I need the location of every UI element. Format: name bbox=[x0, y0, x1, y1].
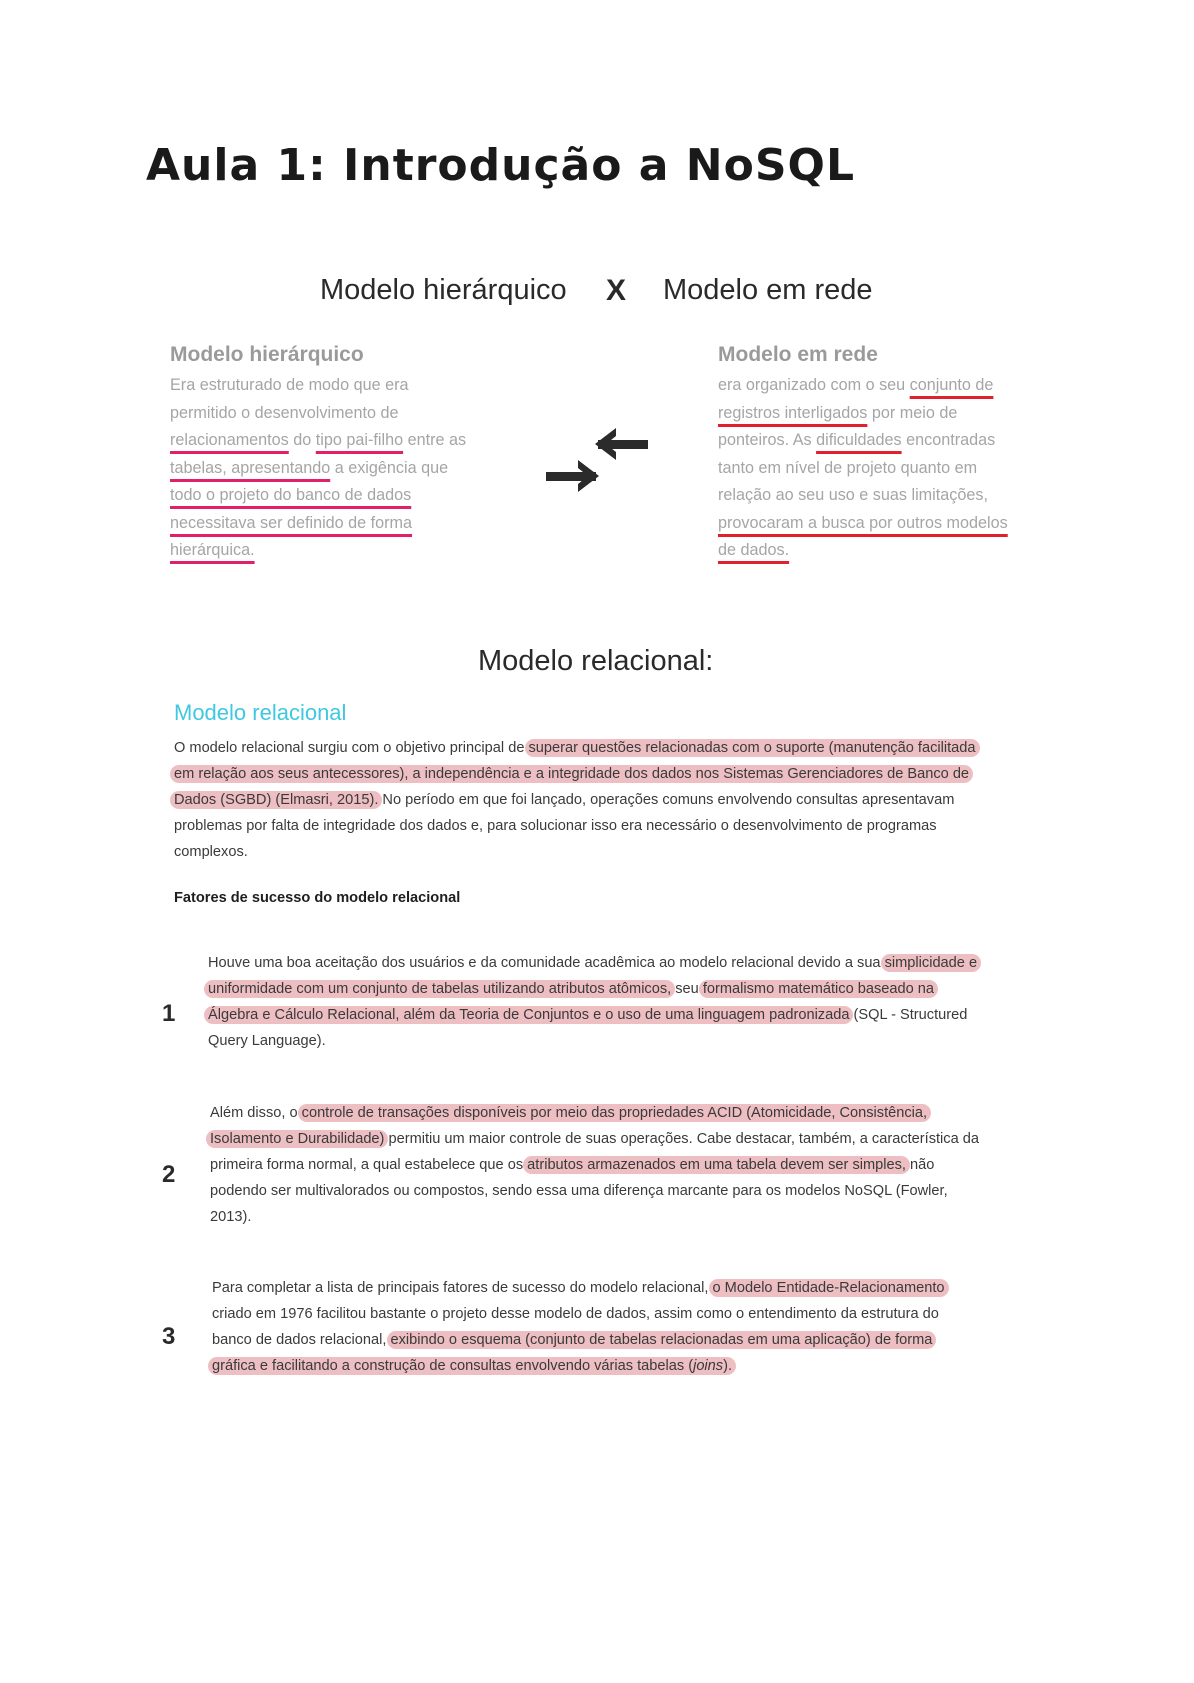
text-fragment: encontradas bbox=[901, 431, 996, 449]
text-fragment: No período em que foi lançado, operações comuns envolvendo consultas apresentavam bbox=[378, 792, 955, 808]
text-line bbox=[210, 1100, 979, 1126]
text-line bbox=[174, 761, 976, 787]
highlighted-phrase: Dados (SGBD) (Elmasri, 2015). bbox=[170, 791, 382, 809]
network-column bbox=[718, 343, 1048, 565]
text-line bbox=[174, 735, 976, 761]
text-fragment: não bbox=[905, 1157, 935, 1173]
underlined-phrase: dificuldades bbox=[816, 431, 902, 449]
text-line bbox=[208, 976, 977, 1002]
highlighted-phrase: exibindo o esquema (conjunto de tabelas relacionadas em uma aplicação) de forma bbox=[387, 1331, 937, 1349]
underlined-phrase: tabelas, apresentando bbox=[170, 458, 331, 477]
underlined-phrase: provocaram a busca por outros modelos bbox=[718, 513, 1008, 532]
text-line bbox=[718, 427, 1048, 455]
highlighted-phrase: Álgebra e Cálculo Relacional, além da Teoria de Conjuntos e o uso de uma linguagem padronizada bbox=[204, 1006, 853, 1024]
text-line bbox=[174, 787, 976, 813]
text-fragment: O modelo relacional surgiu com o objetivo principal de bbox=[174, 740, 529, 756]
relational-paragraph bbox=[174, 735, 976, 865]
text-line bbox=[212, 1327, 945, 1353]
factors-heading: Fatores de sucesso do modelo relacional bbox=[174, 890, 461, 906]
text-line: Query Language). bbox=[208, 1033, 326, 1049]
text-line: relação ao seu uso e suas limitações, bbox=[718, 486, 988, 504]
comparison-x-label: X bbox=[606, 274, 627, 307]
hierarchical-text bbox=[170, 372, 500, 565]
factor-number: 1 bbox=[162, 1000, 176, 1027]
text-fragment: joins bbox=[693, 1358, 724, 1374]
text-line bbox=[212, 1353, 945, 1379]
text-fragment: (SQL - Structured bbox=[849, 1007, 968, 1023]
highlighted-phrase: uniformidade com um conjunto de tabelas utilizando atributos atômicos, bbox=[204, 980, 675, 998]
comparison-right-label: Modelo em rede bbox=[663, 274, 873, 306]
page-title: Aula 1: Introdução a NoSQL bbox=[146, 140, 855, 191]
text-line bbox=[170, 427, 500, 455]
factor-2-text bbox=[210, 1100, 979, 1230]
text-fragment: do bbox=[288, 431, 316, 449]
highlighted-phrase: simplicidade e bbox=[881, 954, 981, 972]
hierarchical-title: Modelo hierárquico bbox=[170, 343, 364, 366]
factor-number: 2 bbox=[162, 1161, 176, 1188]
factor-3-text bbox=[212, 1275, 945, 1379]
underlined-phrase: tipo pai-filho bbox=[315, 431, 404, 449]
text-line bbox=[208, 1002, 977, 1028]
text-fragment: a exigência que bbox=[330, 458, 449, 477]
factor-number: 3 bbox=[162, 1323, 176, 1350]
underlined-phrase: conjunto de bbox=[909, 376, 994, 394]
relational-subtitle: Modelo relacional bbox=[174, 700, 347, 725]
relational-heading: Modelo relacional: bbox=[478, 645, 714, 677]
text-line: Era estruturado de modo que era bbox=[170, 376, 409, 394]
text-fragment: gráfica e facilitando a construção de consultas envolvendo várias tabelas ( bbox=[212, 1358, 694, 1374]
text-fragment: era organizado com o seu bbox=[718, 376, 910, 394]
arrows-inward-icon bbox=[546, 428, 648, 496]
underlined-phrase: hierárquica. bbox=[170, 541, 255, 559]
highlighted-phrase: o Modelo Entidade-Relacionamento bbox=[709, 1279, 949, 1297]
highlighted-phrase: superar questões relacionadas com o suporte (manutenção facilitada bbox=[525, 739, 980, 757]
text-line bbox=[210, 1126, 979, 1152]
comparison-left-label: Modelo hierárquico bbox=[320, 274, 567, 306]
text-line: permitido o desenvolvimento de bbox=[170, 403, 399, 422]
text-line bbox=[212, 1275, 945, 1301]
text-fragment: Para completar a lista de principais fatores de sucesso do modelo relacional, bbox=[212, 1280, 713, 1296]
text-line: complexos. bbox=[174, 844, 248, 860]
text-line bbox=[718, 400, 1048, 428]
highlighted-phrase: em relação aos seus antecessores), a independência e a integridade dos dados nos Sistemas Gerenciadores de Banco de bbox=[170, 765, 973, 783]
factor-1-text bbox=[208, 950, 977, 1054]
underlined-phrase: registros interligados bbox=[718, 403, 868, 422]
text-fragment: primeira forma normal, a qual estabelece que os bbox=[210, 1157, 528, 1173]
network-title: Modelo em rede bbox=[718, 343, 878, 366]
highlighted-phrase bbox=[208, 1357, 736, 1375]
text-fragment: por meio de bbox=[867, 403, 958, 422]
highlighted-phrase: atributos armazenados em uma tabela devem ser simples, bbox=[523, 1156, 910, 1174]
text-line bbox=[170, 455, 500, 483]
text-fragment: entre as bbox=[403, 431, 467, 449]
text-line: tanto em nível de projeto quanto em bbox=[718, 458, 978, 477]
underlined-phrase: necessitava ser definido de forma bbox=[170, 513, 413, 532]
text-line: problemas por falta de integridade dos dados e, para solucionar isso era necessário o desenvolvimento de programas bbox=[174, 818, 937, 834]
text-line bbox=[718, 372, 1048, 400]
text-line: 2013). bbox=[210, 1209, 252, 1225]
text-line bbox=[210, 1152, 979, 1178]
highlighted-phrase: formalismo matemático baseado na bbox=[699, 980, 938, 998]
text-fragment: Houve uma boa aceitação dos usuários e da comunidade acadêmica ao modelo relacional devido a sua bbox=[208, 955, 885, 971]
network-text bbox=[718, 372, 1048, 565]
text-fragment: banco de dados relacional, bbox=[212, 1332, 391, 1348]
text-line bbox=[208, 950, 977, 976]
text-line: criado em 1976 facilitou bastante o projeto desse modelo de dados, assim como o entendimento da estrutura do bbox=[212, 1306, 939, 1322]
text-fragment: permitiu um maior controle de suas operações. Cabe destacar, também, a característica da bbox=[384, 1131, 979, 1147]
text-fragment: seu bbox=[671, 981, 703, 997]
underlined-phrase: todo o projeto do banco de dados bbox=[170, 486, 412, 504]
hierarchical-column bbox=[170, 343, 500, 565]
text-fragment: ponteiros. As bbox=[718, 431, 817, 449]
underlined-phrase: de dados. bbox=[718, 541, 790, 559]
text-fragment: Além disso, o bbox=[210, 1105, 302, 1121]
highlighted-phrase: controle de transações disponíveis por meio das propriedades ACID (Atomicidade, Consistência, bbox=[298, 1104, 931, 1122]
underlined-phrase: relacionamentos bbox=[170, 431, 289, 449]
text-line: podendo ser multivalorados ou compostos, sendo essa uma diferença marcante para os modelos NoSQL (Fowler, bbox=[210, 1183, 948, 1199]
text-fragment: ). bbox=[723, 1358, 733, 1374]
highlighted-phrase: Isolamento e Durabilidade) bbox=[206, 1130, 388, 1148]
